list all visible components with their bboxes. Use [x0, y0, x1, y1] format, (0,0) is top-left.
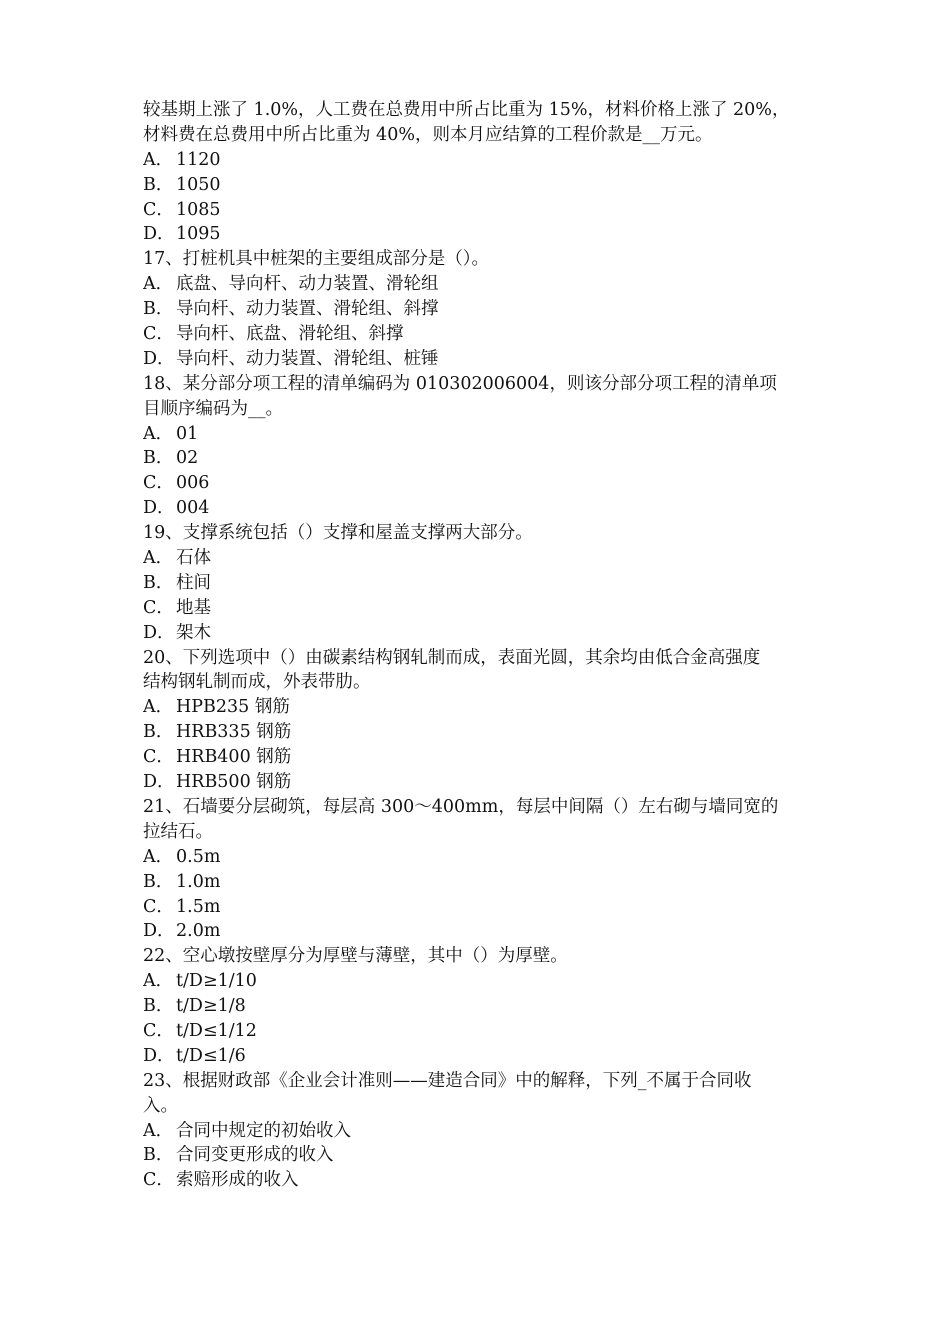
- option-text: 1085: [176, 199, 221, 220]
- question-text-line: 材料费在总费用中所占比重为 40%，则本月应结算的工程价款是__万元。: [143, 124, 713, 145]
- question-18: [143, 372, 823, 521]
- answer-option: [143, 272, 823, 297]
- option-letter: D．: [143, 921, 175, 942]
- option-letter: B．: [143, 299, 174, 320]
- option-text: t/D≥1/8: [176, 996, 246, 1017]
- question-text-line: 较基期上涨了 1.0%，人工费在总费用中所占比重为 15%，材料价格上涨了 20%，: [143, 100, 790, 120]
- option-letter: A．: [143, 1120, 174, 1141]
- answer-option: [143, 720, 823, 745]
- option-text: 索赔形成的收入: [176, 1170, 299, 1191]
- answer-option: [143, 1143, 823, 1168]
- option-letter: A．: [143, 149, 174, 170]
- answer-option: [143, 198, 823, 223]
- answer-option: [143, 1019, 823, 1044]
- option-letter: B．: [143, 572, 174, 593]
- answer-option: [143, 496, 823, 521]
- answer-option: [143, 422, 823, 447]
- question-text-line: 22、空心墩按壁厚分为厚壁与薄壁，其中（）为厚壁。: [143, 946, 568, 967]
- option-letter: D．: [143, 498, 175, 519]
- answer-option: [143, 845, 823, 870]
- option-letter: B．: [143, 1145, 174, 1166]
- question-text-line: 入。: [143, 1095, 178, 1116]
- option-letter: D．: [143, 772, 175, 793]
- option-text: HPB235 钢筋: [176, 697, 290, 718]
- answer-option: [143, 621, 823, 646]
- option-text: t/D≥1/10: [176, 971, 257, 992]
- option-text: HRB400 钢筋: [176, 747, 292, 768]
- answer-option: [143, 322, 823, 347]
- question-text-line: 23、根据财政部《企业会计准则——建造合同》中的解释，下列_不属于合同收: [143, 1070, 752, 1091]
- option-letter: C．: [143, 324, 174, 345]
- question-text-line: 21、石墙要分层砌筑，每层高 300～400mm，每层中间隔（）左右砌与墙同宽的: [143, 796, 779, 817]
- option-letter: C．: [143, 199, 174, 220]
- answer-option: [143, 471, 823, 496]
- option-letter: C．: [143, 473, 174, 494]
- option-text: 石体: [176, 548, 211, 569]
- option-text: 导向杆、动力装置、滑轮组、斜撑: [176, 299, 439, 320]
- answer-option: [143, 1044, 823, 1069]
- option-text: t/D≤1/12: [176, 1020, 257, 1041]
- option-letter: D．: [143, 348, 175, 369]
- question-intro-continuation: [143, 98, 823, 247]
- option-text: 004: [176, 498, 210, 519]
- option-letter: B．: [143, 448, 174, 469]
- option-text: 架木: [176, 622, 211, 643]
- option-text: 1.0m: [176, 871, 221, 892]
- document-content: [143, 98, 823, 1193]
- option-letter: A．: [143, 697, 174, 718]
- question-20: [143, 646, 823, 795]
- answer-option: [143, 919, 823, 944]
- question-text-line: 结构钢轧制而成，外表带肋。: [143, 672, 371, 693]
- option-letter: D．: [143, 1045, 175, 1066]
- option-letter: A．: [143, 423, 174, 444]
- answer-option: [143, 148, 823, 173]
- question-text-line: 拉结石。: [143, 821, 213, 842]
- answer-option: [143, 745, 823, 770]
- option-letter: B．: [143, 996, 174, 1017]
- option-letter: C．: [143, 747, 174, 768]
- answer-option: [143, 222, 823, 247]
- question-text-line: 目顺序编码为__。: [143, 398, 283, 419]
- option-letter: C．: [143, 1020, 174, 1041]
- option-letter: D．: [143, 622, 175, 643]
- option-text: 导向杆、动力装置、滑轮组、桩锤: [176, 348, 439, 369]
- option-letter: A．: [143, 846, 174, 867]
- question-text-line: 17、打桩机具中桩架的主要组成部分是（）。: [143, 249, 490, 270]
- answer-option: [143, 870, 823, 895]
- option-letter: C．: [143, 597, 174, 618]
- answer-option: [143, 347, 823, 372]
- answer-option: [143, 546, 823, 571]
- option-text: 1.5m: [176, 896, 221, 917]
- answer-option: [143, 173, 823, 198]
- option-letter: D．: [143, 224, 175, 245]
- option-text: HRB500 钢筋: [176, 772, 292, 793]
- option-text: 合同中规定的初始收入: [176, 1120, 351, 1141]
- option-text: 01: [176, 423, 199, 444]
- question-19: [143, 521, 823, 645]
- option-text: 柱间: [176, 572, 211, 593]
- option-text: 导向杆、底盘、滑轮组、斜撑: [176, 324, 404, 345]
- option-text: 合同变更形成的收入: [176, 1145, 334, 1166]
- option-letter: A．: [143, 971, 174, 992]
- option-letter: B．: [143, 174, 174, 195]
- option-text: 02: [176, 448, 199, 469]
- question-21: [143, 795, 823, 944]
- answer-option: [143, 571, 823, 596]
- option-letter: B．: [143, 722, 174, 743]
- option-text: 006: [176, 473, 210, 494]
- answer-option: [143, 895, 823, 920]
- option-text: HRB335 钢筋: [176, 722, 292, 743]
- option-text: 底盘、导向杆、动力装置、滑轮组: [176, 274, 439, 295]
- question-text-line: 19、支撑系统包括（）支撑和屋盖支撑两大部分。: [143, 523, 533, 544]
- answer-option: [143, 446, 823, 471]
- answer-option: [143, 1168, 823, 1193]
- question-23: [143, 1069, 823, 1193]
- answer-option: [143, 596, 823, 621]
- option-text: 地基: [176, 597, 211, 618]
- question-22: [143, 944, 823, 1068]
- option-text: 1120: [176, 149, 221, 170]
- answer-option: [143, 695, 823, 720]
- option-text: 0.5m: [176, 846, 221, 867]
- question-text-line: 18、某分部分项工程的清单编码为 010302006004，则该分部分项工程的清单项: [143, 373, 777, 394]
- option-text: 1095: [176, 224, 221, 245]
- option-letter: C．: [143, 896, 174, 917]
- option-text: 2.0m: [176, 921, 221, 942]
- answer-option: [143, 770, 823, 795]
- answer-option: [143, 994, 823, 1019]
- answer-option: [143, 297, 823, 322]
- option-text: t/D≤1/6: [176, 1045, 246, 1066]
- option-letter: A．: [143, 274, 174, 295]
- option-letter: B．: [143, 871, 174, 892]
- answer-option: [143, 969, 823, 994]
- option-text: 1050: [176, 174, 221, 195]
- option-letter: C．: [143, 1170, 174, 1191]
- question-17: [143, 247, 823, 371]
- option-letter: A．: [143, 548, 174, 569]
- answer-option: [143, 1119, 823, 1144]
- question-text-line: 20、下列选项中（）由碳素结构钢轧制而成，表面光圆，其余均由低合金高强度: [143, 647, 761, 668]
